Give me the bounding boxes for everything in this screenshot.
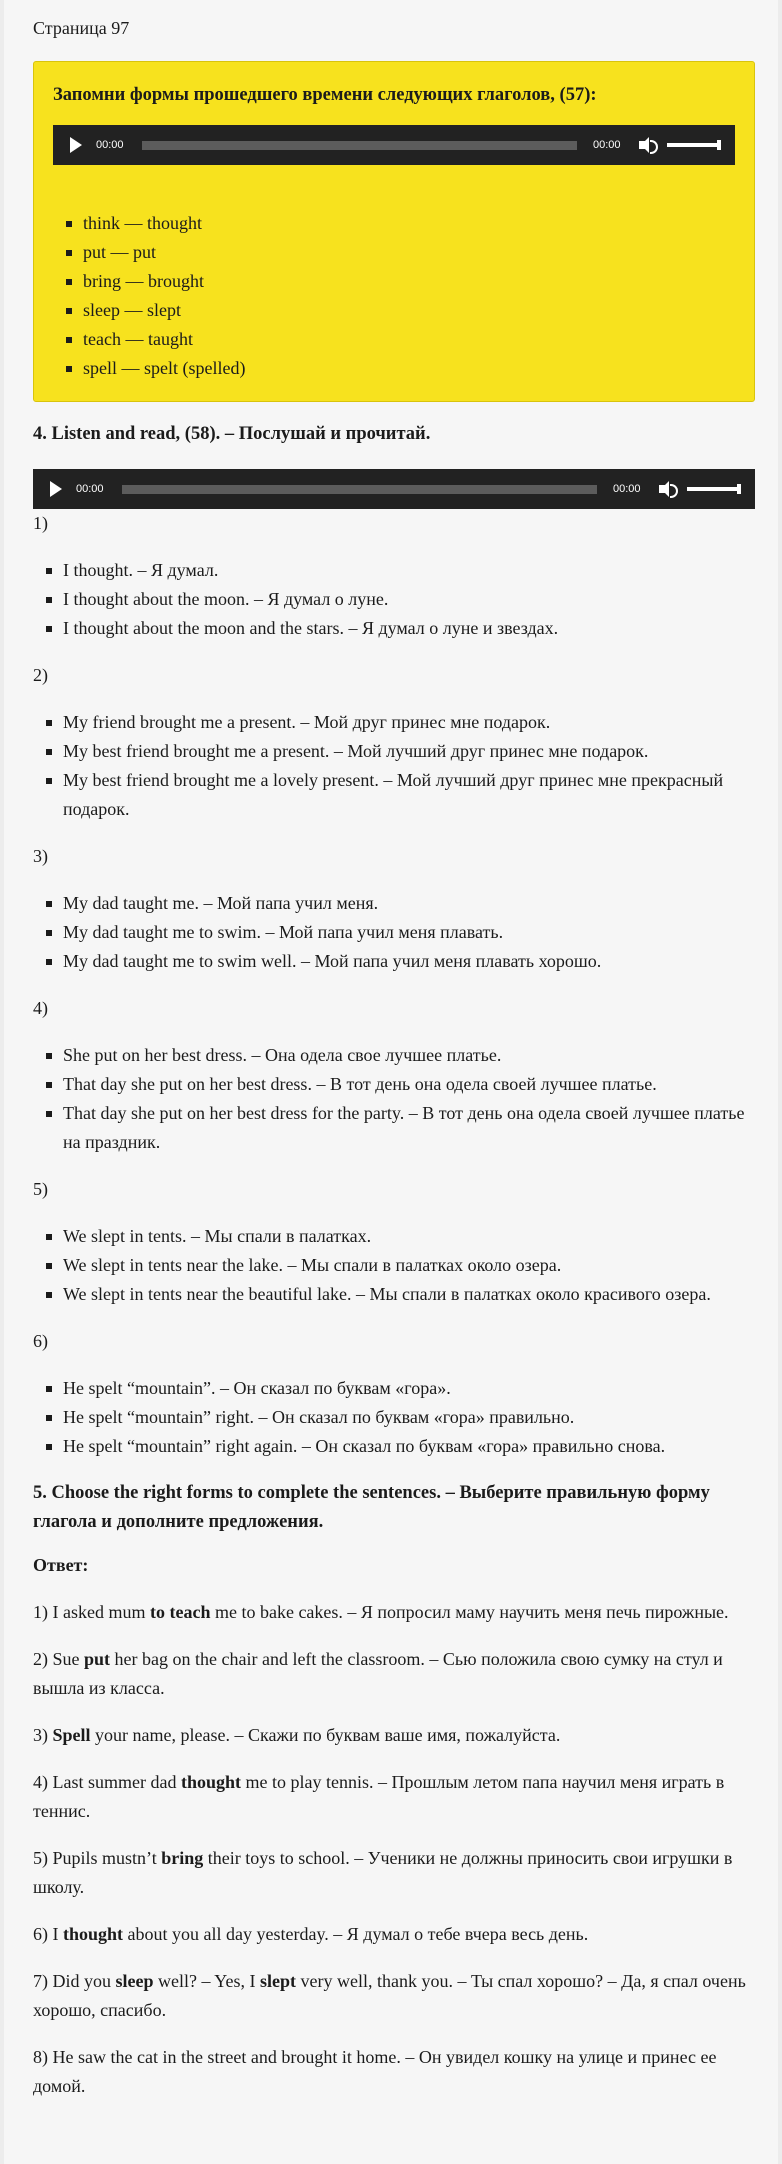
answer-item <box>33 1920 755 1949</box>
answer-text: 8) He saw the cat in the street and brought it home. – Он увидел кошку на улице и принес ее домой. <box>33 2047 717 2096</box>
sentence-list <box>33 889 755 976</box>
answer-verb: put <box>84 1649 111 1669</box>
answer-verb: slept <box>260 1971 296 1991</box>
answer-verb: bring <box>161 1848 204 1868</box>
sentence-list <box>33 708 755 824</box>
answer-text: me to bake cakes. – Я попросил маму научить меня печь пирожные. <box>210 1602 729 1622</box>
answer-verb: Spell <box>52 1725 91 1745</box>
group-number: 1) <box>33 513 48 533</box>
sentence-item: That day she put on her best dress. – В тот день она одела своей лучшее платье. <box>63 1070 755 1099</box>
page-title: Страница 97 <box>33 18 130 38</box>
volume-slider[interactable] <box>687 487 737 491</box>
group-number: 6) <box>33 1331 48 1351</box>
answer-text: her bag on the chair and left the classroom. – Сью положила свою сумку на стул и вышла из класса. <box>33 1649 723 1698</box>
sentence-item: That day she put on her best dress for the party. – В тот день она одела своей лучшее платье на праздник. <box>63 1099 755 1157</box>
sentence-item: We slept in tents near the lake. – Мы спали в палатках около озера. <box>63 1251 755 1280</box>
sentence-list <box>33 1222 755 1309</box>
sentence-item: We slept in tents near the beautiful lake. – Мы спали в палатках около красивого озера. <box>63 1280 755 1309</box>
verb-item: bring — brought <box>83 267 735 296</box>
exercise-5-heading: 5. Choose the right forms to complete the sentences. – Выберите правильную форму глагола и дополните предложения. <box>33 1483 710 1532</box>
box-heading: Запомни формы прошедшего времени следующих глаголов, (57): <box>53 85 597 105</box>
verb-item: spell — spelt (spelled) <box>83 354 735 383</box>
volume-slider[interactable] <box>667 143 717 147</box>
answer-text: me to play tennis. – Прошлым летом папа научил меня играть в теннис. <box>33 1772 725 1821</box>
sentence-item: I thought. – Я думал. <box>63 556 755 585</box>
answer-text: 1) I asked mum <box>33 1602 150 1622</box>
sentence-groups <box>33 509 755 1461</box>
answer-item <box>33 1598 755 1627</box>
answer-verb: thought <box>63 1924 124 1944</box>
answer-text: 7) Did you <box>33 1971 116 1991</box>
volume-icon[interactable] <box>637 136 659 154</box>
verb-item: teach — taught <box>83 325 735 354</box>
answer-text: 2) Sue <box>33 1649 84 1669</box>
sentence-item: We slept in tents. – Мы спали в палатках. <box>63 1222 755 1251</box>
sentence-item: I thought about the moon. – Я думал о луне. <box>63 585 755 614</box>
right-edge <box>778 0 782 2164</box>
audio-player-57 <box>53 125 735 165</box>
answer-verb: thought <box>180 1772 241 1792</box>
sentence-item: My friend brought me a present. – Мой друг принес мне подарок. <box>63 708 755 737</box>
sentence-item: She put on her best dress. – Она одела свое лучшее платье. <box>63 1041 755 1070</box>
verb-list <box>53 209 735 383</box>
current-time: 00:00 <box>96 138 124 151</box>
answer-item <box>33 1844 755 1902</box>
answer-text: 6) I <box>33 1924 63 1944</box>
duration: 00:00 <box>593 138 621 151</box>
answers-list <box>33 1598 755 2101</box>
answer-item <box>33 1967 755 2025</box>
sentence-list <box>33 1374 755 1461</box>
group-number: 5) <box>33 1179 48 1199</box>
answer-text: well? – Yes, I <box>153 1971 260 1991</box>
verb-item: put — put <box>83 238 735 267</box>
duration: 00:00 <box>613 482 641 495</box>
audio-player-58 <box>33 469 755 509</box>
answer-text: very well, thank you. – Ты спал хорошо? – Да, я спал очень хорошо, спасибо. <box>33 1971 746 2020</box>
sentence-item: My best friend brought me a lovely present. – Мой лучший друг принес мне прекрасный подарок. <box>63 766 755 824</box>
group-number: 4) <box>33 998 48 1018</box>
article-content <box>33 14 755 2119</box>
sentence-item: He spelt “mountain” right again. – Он сказал по буквам «гора» правильно снова. <box>63 1432 755 1461</box>
verb-item: think — thought <box>83 209 735 238</box>
answer-item <box>33 2043 755 2101</box>
verb-forms-box <box>33 61 755 402</box>
answer-item <box>33 1721 755 1750</box>
exercise-4 <box>33 420 755 1461</box>
sentence-list <box>33 556 755 643</box>
answer-text: 4) Last summer dad <box>33 1772 181 1792</box>
verb-item: sleep — slept <box>83 296 735 325</box>
exercise-4-heading: 4. Listen and read, (58). – Послушай и прочитай. <box>33 424 431 444</box>
sentence-item: My best friend brought me a present. – Мой лучший друг принес мне подарок. <box>63 737 755 766</box>
sentence-list <box>33 1041 755 1157</box>
sentence-item: I thought about the moon and the stars. – Я думал о луне и звездах. <box>63 614 755 643</box>
group-number: 3) <box>33 846 48 866</box>
left-edge <box>0 0 4 2164</box>
answer-verb: to teach <box>149 1602 211 1622</box>
progress-rail[interactable] <box>142 141 577 150</box>
answer-text: 3) <box>33 1725 53 1745</box>
answer-text: your name, please. – Скажи по буквам ваше имя, пожалуйста. <box>90 1725 561 1745</box>
play-icon[interactable] <box>70 137 82 153</box>
sentence-item: My dad taught me to swim well. – Мой папа учил меня плавать хорошо. <box>63 947 755 976</box>
answer-text: their toys to school. – Ученики не должны приносить свои игрушки в школу. <box>33 1848 733 1897</box>
answer-item <box>33 1645 755 1703</box>
sentence-item: My dad taught me. – Мой папа учил меня. <box>63 889 755 918</box>
sentence-item: He spelt “mountain”. – Он сказал по буквам «гора». <box>63 1374 755 1403</box>
exercise-5 <box>33 1479 755 2101</box>
current-time: 00:00 <box>76 482 104 495</box>
play-icon[interactable] <box>50 481 62 497</box>
volume-icon[interactable] <box>657 480 679 498</box>
answer-verb: sleep <box>115 1971 154 1991</box>
group-number: 2) <box>33 665 48 685</box>
progress-rail[interactable] <box>122 485 597 494</box>
answer-label: Ответ: <box>33 1555 89 1575</box>
sentence-item: My dad taught me to swim. – Мой папа учил меня плавать. <box>63 918 755 947</box>
answer-text: 5) Pupils mustn’t <box>33 1848 162 1868</box>
answer-text: about you all day yesterday. – Я думал о тебе вчера весь день. <box>123 1924 589 1944</box>
sentence-item: He spelt “mountain” right. – Он сказал по буквам «гора» правильно. <box>63 1403 755 1432</box>
answer-item <box>33 1768 755 1826</box>
